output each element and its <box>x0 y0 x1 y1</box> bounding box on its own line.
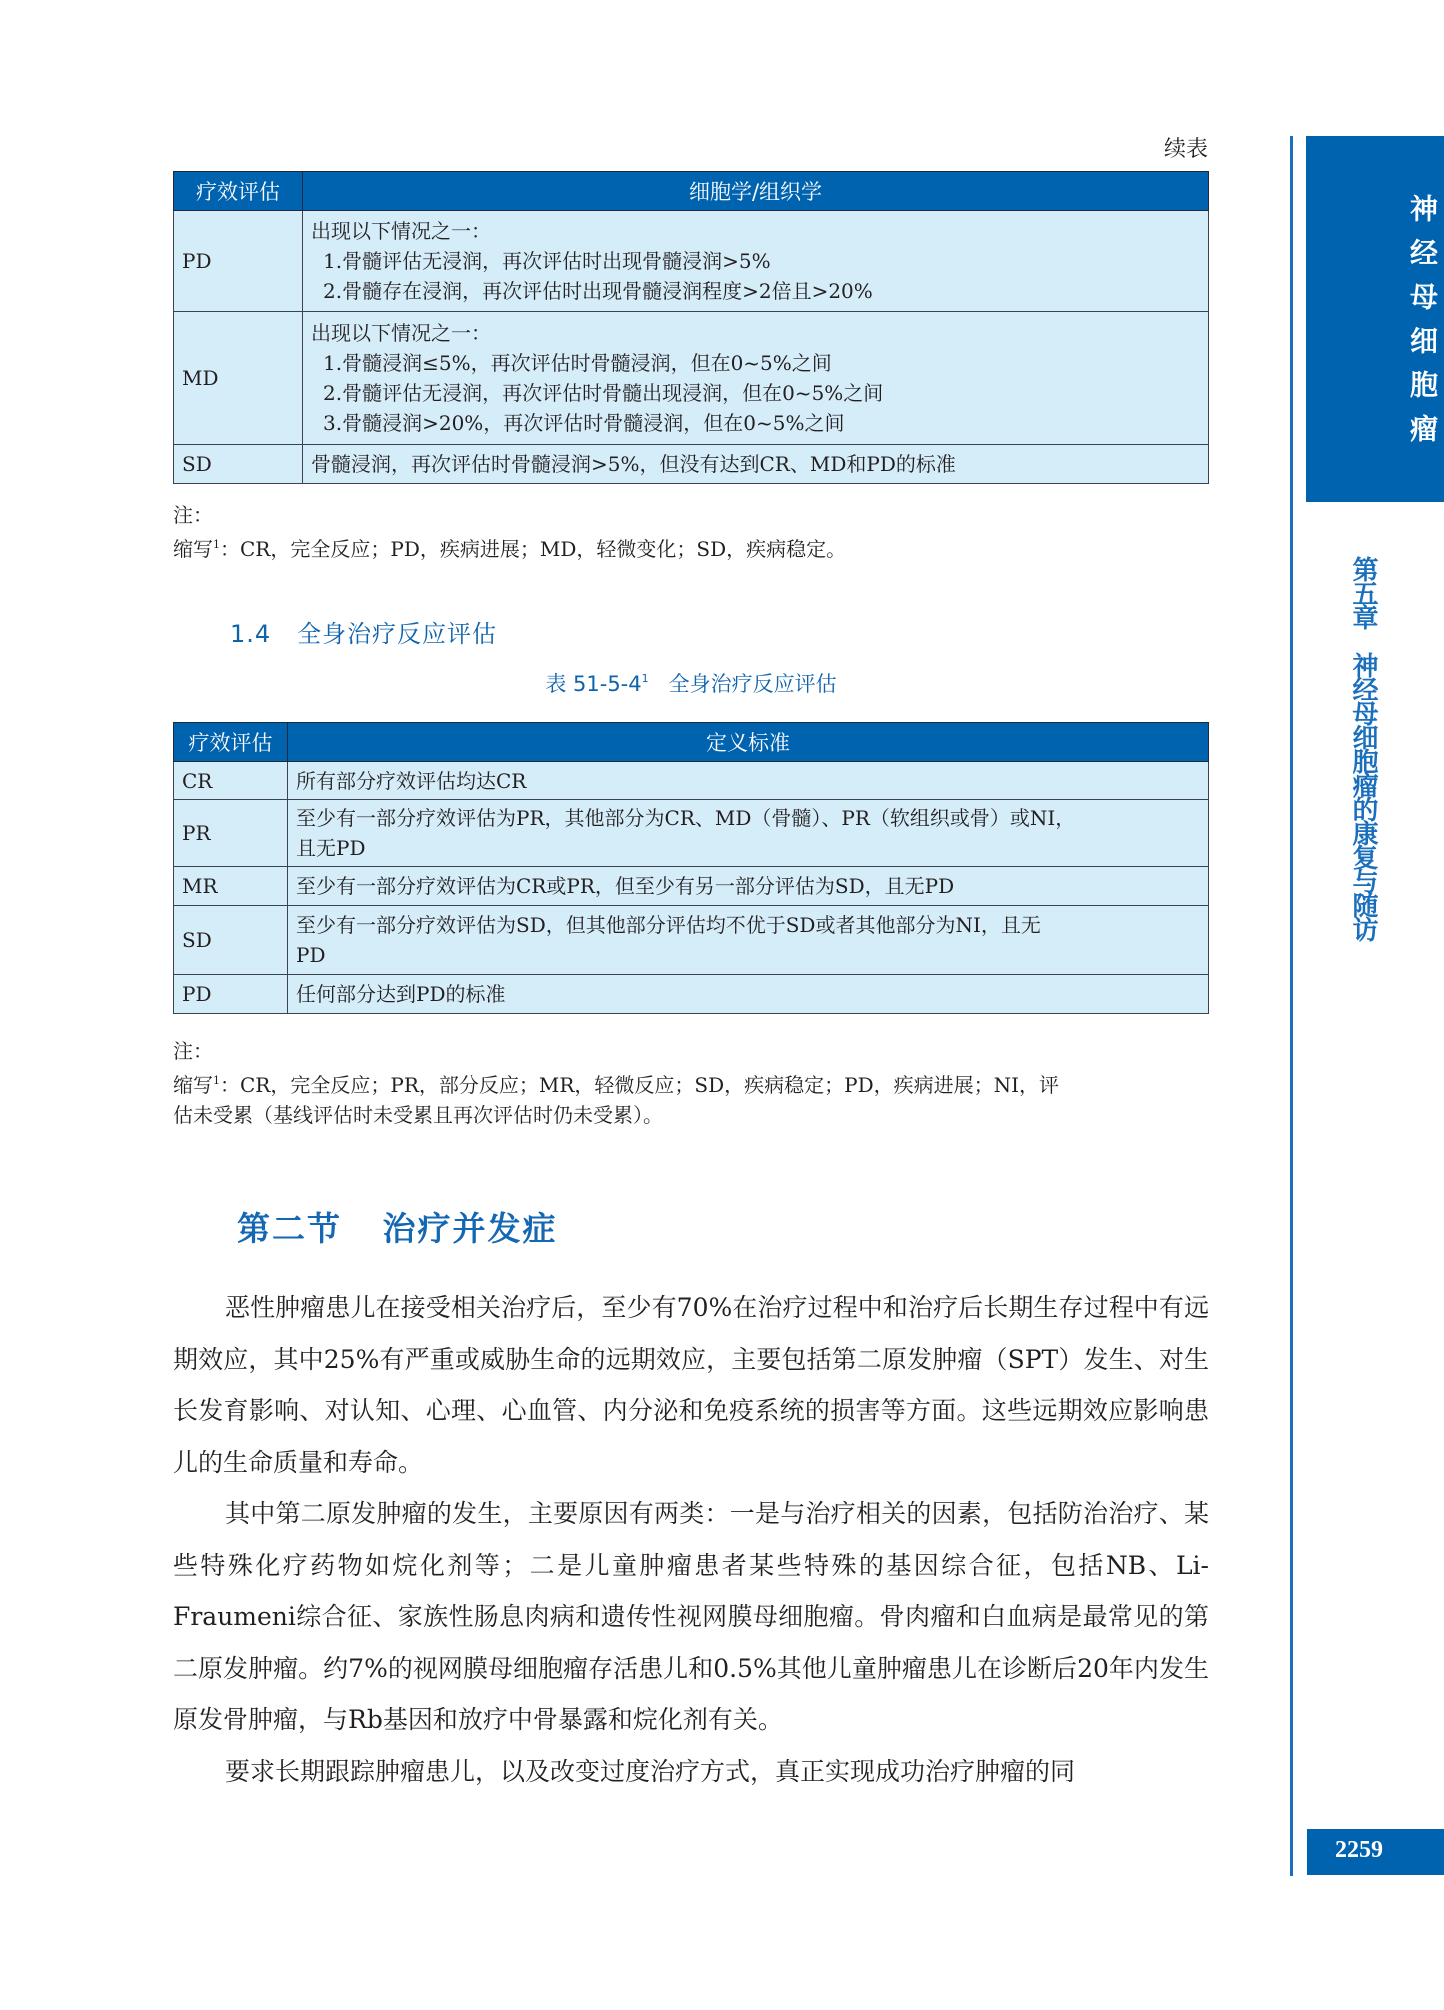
row-key: SD <box>174 906 288 975</box>
section-number: 第二节 <box>237 1209 342 1248</box>
caption-title: 全身治疗反应评估 <box>668 672 837 696</box>
paragraph: 恶性肿瘤患儿在接受相关治疗后，至少有70%在治疗过程中和治疗后长期生存过程中有远期效应，其中25%有严重或威胁生命的远期效应，主要包括第二原发肿瘤（SPT）发生、对生长发育影响、对认知、心理、心血管、内分泌和免疫系统的损害等方面。这些远期效应影响患儿的生命质量和寿命。 <box>173 1293 1209 1477</box>
table-row <box>174 312 1209 445</box>
definition-line: 出现以下情况之一： <box>311 321 491 345</box>
table-bone-marrow-response <box>173 171 1209 484</box>
table-row <box>174 211 1209 312</box>
caption-superscript: 1 <box>641 672 649 685</box>
abbr-prefix: 缩写 <box>173 1073 213 1097</box>
caption-number: 表 51-5-4 <box>545 672 642 696</box>
table-row <box>174 445 1209 484</box>
body-text <box>173 1282 1209 1797</box>
table-row <box>174 867 1209 906</box>
table-caption <box>173 668 1209 698</box>
book-title: 神经母细胞瘤 <box>1406 194 1439 458</box>
definition-line: 骨髓浸润，再次评估时骨髓浸润>5%，但没有达到CR、MD和PD的标准 <box>311 452 956 476</box>
row-definition <box>288 867 1209 906</box>
column-header-cytology: 细胞学/组织学 <box>303 172 1209 211</box>
note-abbreviations <box>173 1066 1213 1100</box>
column-header-response: 疗效评估 <box>174 723 288 762</box>
table-row <box>174 762 1209 800</box>
page-number: 2259 <box>1335 1837 1383 1863</box>
definition-line: 至少有一部分疗效评估为PR，其他部分为CR、MD（骨髓）、PR（软组织或骨）或NI， <box>296 806 1076 830</box>
definition-line: 3.骨髓浸润>20%，再次评估时骨髓浸润，但在0~5%之间 <box>323 411 845 435</box>
definition-line: 1.骨髓浸润≤5%，再次评估时骨髓浸润，但在0~5%之间 <box>323 351 832 375</box>
abbr-superscript: 1 <box>213 538 220 551</box>
definition-line: 2.骨髓存在浸润，再次评估时出现骨髓浸润程度>2倍且>20% <box>323 279 873 303</box>
abbr-superscript: 1 <box>213 1074 220 1087</box>
row-key: PR <box>174 800 288 867</box>
table-row <box>174 800 1209 867</box>
row-definition <box>288 762 1209 800</box>
definition-line: 所有部分疗效评估均达CR <box>296 768 527 793</box>
table-row <box>174 906 1209 975</box>
row-definition <box>288 800 1209 867</box>
row-key: CR <box>174 762 288 800</box>
definition-line: 1.骨髓评估无浸润，再次评估时出现骨髓浸润>5% <box>323 249 771 273</box>
note-label: 注： <box>173 1039 213 1063</box>
row-key: PD <box>174 975 288 1014</box>
column-header-response: 疗效评估 <box>174 172 303 211</box>
abbr-text: ：CR，完全反应；PD，疾病进展；MD，轻微变化；SD，疾病稳定。 <box>220 537 847 561</box>
row-definition <box>303 312 1209 445</box>
table-header-row <box>174 723 1209 762</box>
note-abbreviations-cont: 估未受累（基线评估时未受累且再次评估时仍未受累）。 <box>173 1103 663 1127</box>
row-definition <box>303 445 1209 484</box>
row-definition <box>303 211 1209 312</box>
subsection-number: 1.4 <box>230 620 272 648</box>
book-title-tab <box>1306 136 1444 502</box>
definition-line: 任何部分达到PD的标准 <box>296 982 506 1006</box>
definition-line: 至少有一部分疗效评估为CR或PR，但至少有另一部分评估为SD，且无PD <box>296 874 955 898</box>
row-key: SD <box>174 445 303 484</box>
paragraph: 其中第二原发肿瘤的发生，主要原因有两类：一是与治疗相关的因素，包括防治治疗、某些特殊化疗药物如烷化剂等；二是儿童肿瘤患者某些特殊的基因综合征，包括NB、Li-Fraumeni综合征、家族性肠息肉病和遗传性视网膜母细胞瘤。骨肉瘤和白血病是最常见的第二原发肿瘤。约7%的视网膜母细胞瘤存活患儿和0.5%其他儿童肿瘤患儿在诊断后20年内发生原发骨肿瘤，与Rb基因和放疗中骨暴露和烷化剂有关。 <box>173 1499 1209 1734</box>
margin-rule <box>1290 136 1293 1876</box>
definition-line: 且无PD <box>296 836 366 860</box>
definition-line: 出现以下情况之一： <box>311 219 491 243</box>
note-label: 注： <box>173 503 213 527</box>
column-header-definition: 定义标准 <box>288 723 1209 762</box>
row-definition <box>288 906 1209 975</box>
definition-line: PD <box>296 943 326 967</box>
row-key: PD <box>174 211 303 312</box>
row-definition <box>288 975 1209 1014</box>
section-title: 治疗并发症 <box>382 1209 558 1248</box>
abbr-text: ：CR，完全反应；PR，部分反应；MR，轻微反应；SD，疾病稳定；PD，疾病进展；NI，评 <box>220 1073 1060 1097</box>
subsection-title: 全身治疗反应评估 <box>297 620 498 648</box>
paragraph: 要求长期跟踪肿瘤患儿，以及改变过度治疗方式，真正实现成功治疗肿瘤的同 <box>225 1756 1076 1786</box>
page-number-tab <box>1307 1829 1444 1875</box>
row-key: MD <box>174 312 303 445</box>
table-row <box>174 975 1209 1014</box>
section-heading <box>237 1203 557 1250</box>
abbr-prefix: 缩写 <box>173 537 213 561</box>
table-systemic-response <box>173 722 1209 1014</box>
chapter-running-head: 第五章 神经母细胞瘤的康复与随访 <box>1348 556 1378 940</box>
definition-line: 2.骨髓评估无浸润，再次评估时骨髓出现浸润，但在0~5%之间 <box>323 381 884 405</box>
definition-line: 至少有一部分疗效评估为SD，但其他部分评估均不优于SD或者其他部分为NI，且无 <box>296 913 1041 937</box>
continued-table-label: 续表 <box>1163 137 1208 162</box>
row-key: MR <box>174 867 288 906</box>
table2-note <box>173 1036 1213 1130</box>
table1-note <box>173 500 1213 564</box>
note-abbreviations <box>173 530 1213 564</box>
table-header-row <box>174 172 1209 211</box>
subsection-heading <box>230 614 497 649</box>
